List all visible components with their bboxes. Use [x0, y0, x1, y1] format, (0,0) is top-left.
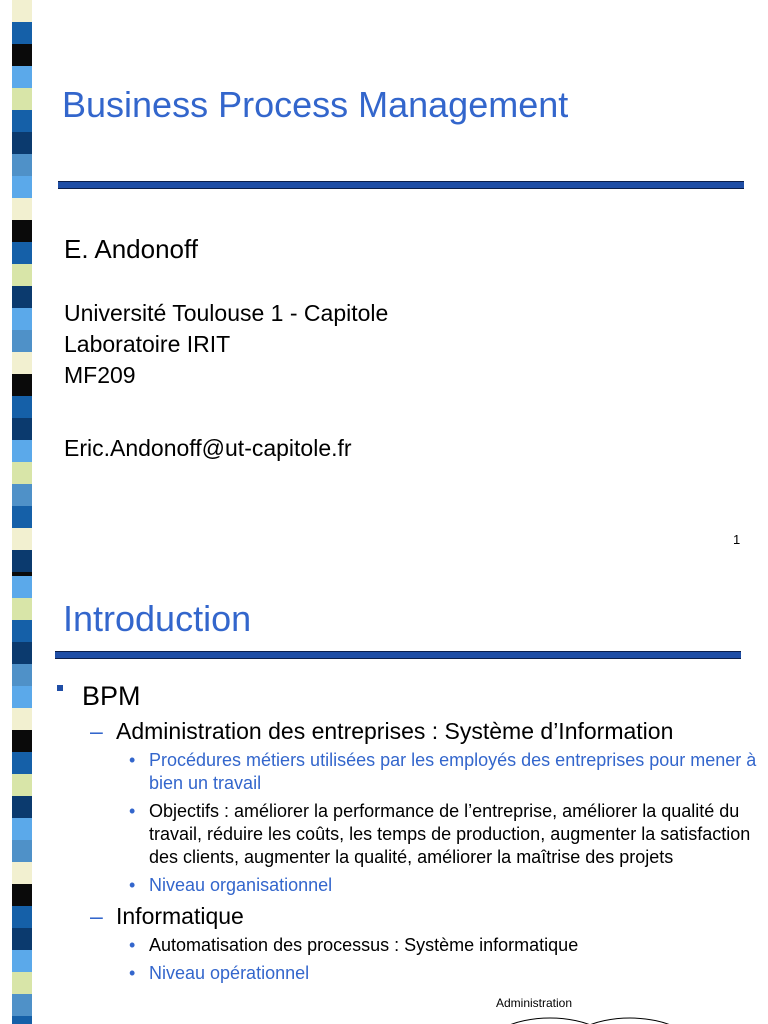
bullet-list: [82, 680, 762, 985]
strip-square: [12, 154, 32, 176]
strip-square: [12, 528, 32, 550]
title-divider: [58, 181, 744, 189]
strip-square: [12, 242, 32, 264]
strip-square: [12, 664, 32, 686]
strip-square: [12, 884, 32, 906]
dash-bullet-icon: –: [90, 718, 103, 744]
venn-circle-right: [560, 1018, 700, 1024]
dot-bullet-icon: •: [129, 750, 136, 770]
list-item-text: Niveau opérationnel: [149, 963, 310, 983]
strip-square: [12, 928, 32, 950]
sub-bullet-text: Administration des entreprises : Système d’Information: [116, 718, 674, 744]
strip-square: [12, 22, 32, 44]
strip-square: [12, 862, 32, 884]
strip-square: [12, 796, 32, 818]
sub-bullet-administration: [82, 718, 762, 744]
strip-square: [12, 598, 32, 620]
dot-bullet-icon: •: [129, 935, 136, 955]
strip-square: [12, 462, 32, 484]
introduction-slide: [0, 576, 768, 1024]
strip-square: [12, 708, 32, 730]
strip-square: [12, 352, 32, 374]
strip-square: [12, 264, 32, 286]
affiliation-university: Université Toulouse 1 - Capitole: [64, 300, 389, 326]
dot-bullet-icon: •: [129, 963, 136, 983]
strip-square: [12, 950, 32, 972]
affiliation-lab: Laboratoire IRIT: [64, 331, 231, 357]
strip-square: [12, 506, 32, 528]
strip-square: [12, 440, 32, 462]
list-item-text: Automatisation des processus : Système informatique: [149, 935, 579, 955]
venn-diagram: [470, 994, 710, 1024]
strip-square: [12, 330, 32, 352]
strip-square: [12, 66, 32, 88]
strip-square: [12, 132, 32, 154]
strip-square: [12, 576, 32, 598]
dash-bullet-icon: –: [90, 903, 103, 929]
affiliation-office: MF209: [64, 362, 136, 388]
list-item: [82, 934, 762, 957]
slide-title: Business Process Management: [62, 84, 569, 125]
strip-square: [12, 620, 32, 642]
list-item: [82, 800, 762, 869]
decorative-square-strip: [12, 0, 32, 576]
strip-square: [12, 730, 32, 752]
strip-square: [12, 0, 32, 22]
title-divider: [55, 651, 741, 659]
strip-square: [12, 686, 32, 708]
decorative-square-strip: [12, 576, 32, 1024]
strip-square: [12, 774, 32, 796]
slide-title: Introduction: [63, 598, 252, 639]
strip-square: [12, 840, 32, 862]
strip-square: [12, 752, 32, 774]
list-item: [82, 749, 762, 795]
strip-square: [12, 1016, 32, 1024]
author-email: Eric.Andonoff@ut-capitole.fr: [64, 435, 352, 461]
dot-bullet-icon: •: [129, 801, 136, 821]
dot-bullet-icon: •: [129, 875, 136, 895]
bullet-text: BPM: [82, 681, 141, 711]
strip-square: [12, 286, 32, 308]
strip-square: [12, 418, 32, 440]
venn-circles: [470, 994, 710, 1024]
diagram-label: Administration: [496, 996, 573, 1010]
square-bullet-icon: [57, 685, 63, 691]
strip-square: [12, 550, 32, 572]
strip-square: [12, 88, 32, 110]
bullet-bpm: [82, 680, 762, 712]
list-item: [82, 962, 762, 985]
strip-square: [12, 642, 32, 664]
venn-circle-left: [480, 1018, 620, 1024]
strip-square: [12, 198, 32, 220]
strip-square: [12, 308, 32, 330]
strip-square: [12, 176, 32, 198]
strip-square: [12, 972, 32, 994]
sub-bullet-informatique: [82, 903, 762, 929]
strip-square: [12, 374, 32, 396]
sub-bullet-text: Informatique: [116, 903, 244, 929]
strip-square: [12, 396, 32, 418]
strip-square: [12, 44, 32, 66]
strip-square: [12, 906, 32, 928]
strip-square: [12, 220, 32, 242]
list-item: [82, 874, 762, 897]
list-item-text: Niveau organisationnel: [149, 875, 333, 895]
strip-square: [12, 110, 32, 132]
strip-square: [12, 994, 32, 1016]
page-number: 1: [733, 532, 741, 547]
author-name: E. Andonoff: [64, 234, 198, 264]
strip-square: [12, 818, 32, 840]
list-item-text: Objectifs : améliorer la performance de l’entreprise, améliorer la qualité du travail, réduire les coûts, les temps de production, augmenter la satisfaction des clients, augmenter la qualité, améliorer la maîtrise des projets: [149, 801, 751, 867]
list-item-text: Procédures métiers utilisées par les employés des entreprises pour mener à bien un travail: [149, 750, 757, 793]
strip-square: [12, 484, 32, 506]
